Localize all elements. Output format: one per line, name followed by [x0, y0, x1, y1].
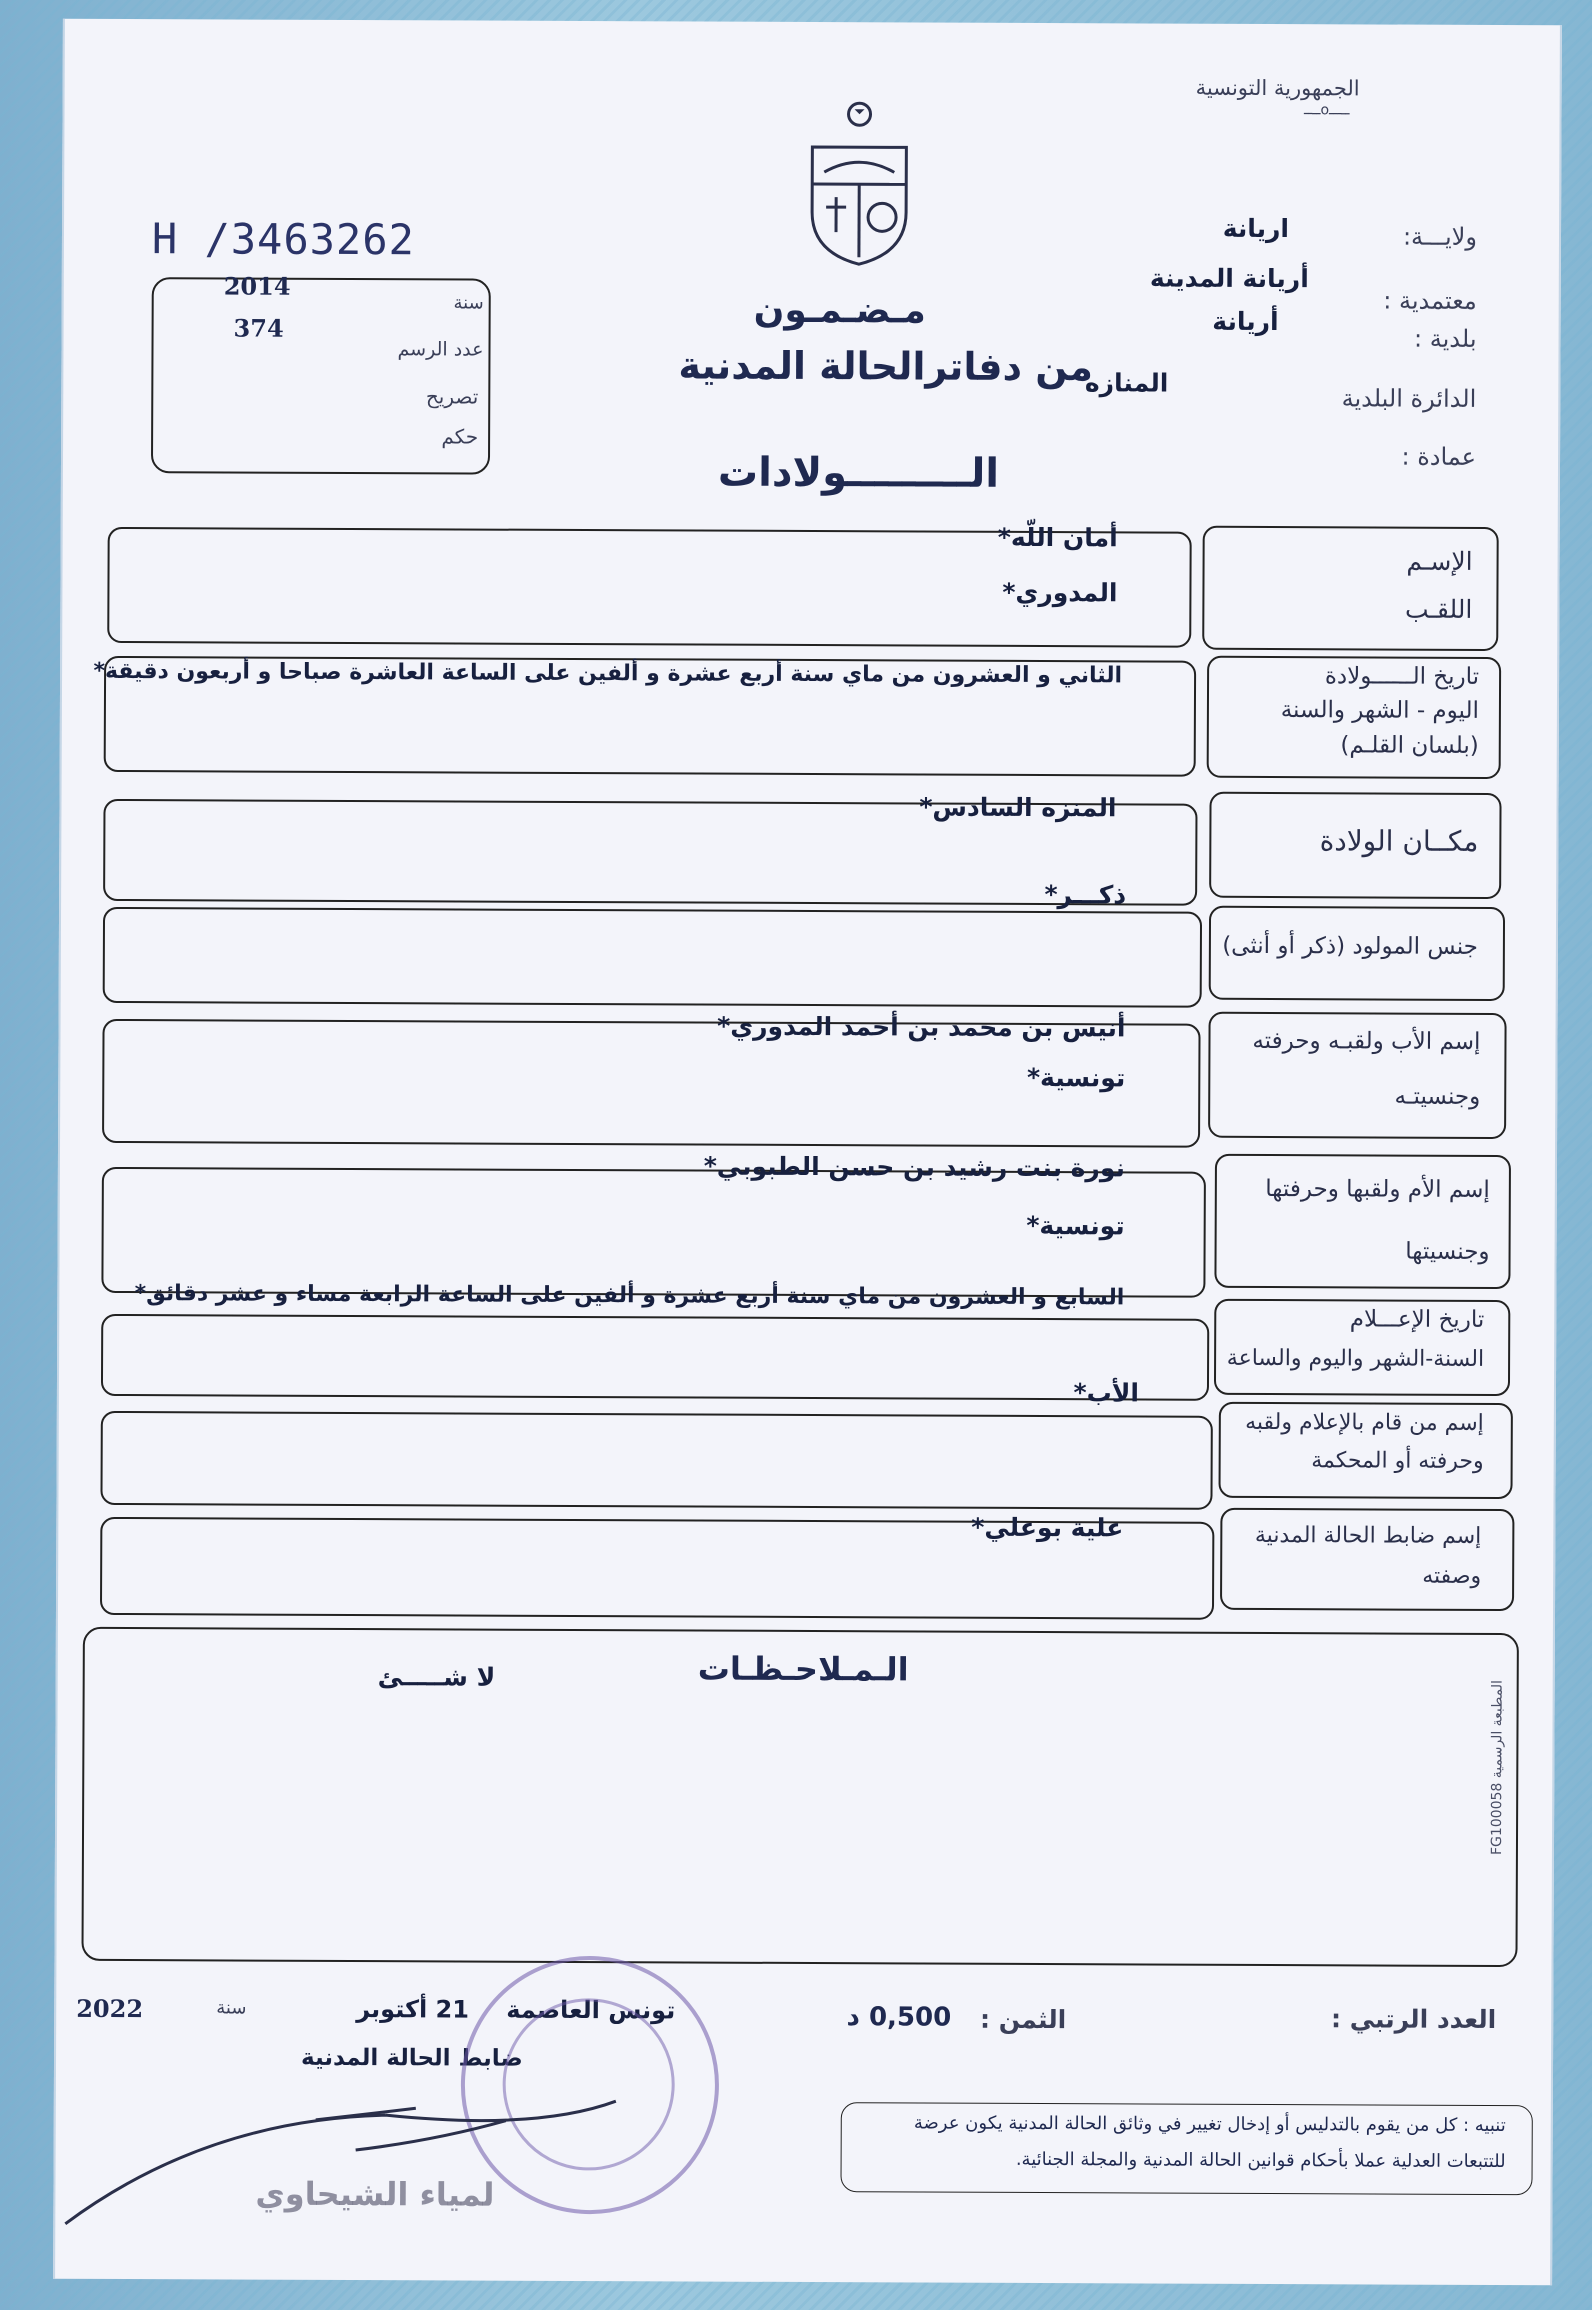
daira-label: الدائرة البلدية: [1341, 384, 1477, 413]
value-declaration-date: السابع و العشرون من ماي سنة أربع عشرة و ألفين على الساعة الرابعة مساء و عشر دقائق*: [134, 1281, 1125, 1311]
declaration-label: تصريح: [425, 384, 479, 409]
reg-value: 374: [233, 313, 284, 343]
row-value-box-declarant: [100, 1411, 1212, 1510]
serial-number: H /3463262: [151, 214, 415, 265]
mutamadiya-label: معتمدية :: [1383, 286, 1477, 315]
remarks-title: الـمـلاحـظـات: [697, 1649, 909, 1689]
year-value-footer: 2022: [76, 1993, 144, 2024]
value-sex: ذكـــر*: [1044, 880, 1127, 910]
wilaya-value: اريانة: [1222, 213, 1290, 244]
section-title: الـــــــــولادات: [717, 449, 1000, 497]
label-surname: اللقـب: [1404, 594, 1473, 624]
value-father-nationality: تونسية*: [1026, 1062, 1126, 1093]
label-mother: إسم الأم ولقبها وحرفتها: [1265, 1175, 1490, 1203]
label-birthplace: مكــان الولادة: [1319, 824, 1479, 858]
value-mother-nationality: تونسية*: [1026, 1210, 1125, 1241]
price-label: الثمن :: [980, 2004, 1067, 2035]
imada-label: عمادة :: [1401, 442, 1477, 471]
document-title-line1: مـضـمـون: [753, 289, 926, 332]
warning-line1: تنبيه : كل من يقوم بالتدليس أو إدخال تغيير في وثائق الحالة المدنية يكون عرضة: [913, 2112, 1506, 2137]
republic-title: الجمهورية التونسية: [1195, 75, 1360, 101]
row-value-box-declaration-date: [101, 1314, 1209, 1401]
value-father: أنيس بن محمد بن أحمد المدوري*: [717, 1011, 1126, 1043]
label-mother-nationality: وجنسيتها: [1405, 1238, 1490, 1265]
judgment-label: حكم: [441, 424, 479, 449]
wilaya-label: ولايـــة:: [1402, 222, 1478, 251]
year-value: 2014: [223, 271, 291, 301]
officer-name-stamp: لمياء الشيحاوي: [255, 2174, 495, 2214]
label-officer-sub: وصفته: [1422, 1563, 1482, 1589]
label-birthdate-sub: اليوم - الشهر والسنة: [1280, 697, 1479, 724]
civil-status-sheet: [53, 19, 1562, 2286]
date-value: 21 أكتوبر: [356, 1995, 470, 2024]
baladiya-value: أريانة: [1212, 306, 1279, 337]
serial-order-label: العدد الرتبي :: [1331, 2004, 1497, 2035]
value-officer: علية بوعلي*: [971, 1512, 1124, 1543]
label-declarant: إسم من قام بالإعلام ولقبه: [1245, 1409, 1484, 1436]
signature-icon: [55, 2059, 676, 2242]
label-declarant-sub: وحرفته أو المحكمة: [1311, 1448, 1484, 1474]
baladiya-label: بلدية :: [1414, 324, 1477, 353]
label-birthdate-note: (بلسان القلـم): [1340, 732, 1479, 759]
label-birthdate: تاريخ الــــــولادة: [1324, 663, 1480, 690]
daira-value: المنازه: [1084, 368, 1169, 398]
label-declaration-date: تاريخ الإعـــلام: [1349, 1306, 1485, 1333]
value-surname: المدوري*: [1002, 577, 1118, 608]
mutamadiya-value: أريانة المدينة: [1149, 263, 1309, 294]
place-value: تونس العاصمة: [506, 1995, 676, 2025]
value-first-name: أمان اللّه*: [997, 522, 1118, 553]
registration-box: [151, 277, 491, 474]
year-label: سنة: [453, 292, 484, 314]
republic-separator: ـــــoــــ: [1304, 102, 1350, 119]
row-value-box-sex: [103, 907, 1202, 1008]
coat-of-arms-icon: [804, 92, 915, 267]
value-birthplace: المنزه السادس*: [919, 792, 1117, 823]
officer-title: ضابط الحالة المدنية: [300, 2044, 523, 2072]
label-father-nationality: وجنسيتـه: [1394, 1083, 1481, 1110]
label-officer: إسم ضابط الحالة المدنية: [1254, 1522, 1482, 1549]
warning-line2: للتتبعات العدلية عملا بأحكام قوانين الحالة المدنية والمجلة الجنائية.: [1015, 2148, 1506, 2173]
remarks-value: لا شـــــئ: [377, 1662, 496, 1692]
value-declarant: الأب*: [1073, 1378, 1140, 1408]
reg-label: عدد الرسم: [397, 338, 484, 361]
label-first-name: الإسـم: [1406, 546, 1473, 576]
label-father: إسم الأب ولقبـه وحرفته: [1252, 1027, 1481, 1055]
label-declaration-date-sub: السنة-الشهر واليوم والساعة: [1226, 1345, 1485, 1372]
value-birthdate: الثاني و العشرون من ماي سنة أربع عشرة و ألفين على الساعة العاشرة صباحا و أربعون دقيقة*: [93, 658, 1123, 689]
price-value: 0,500 د: [846, 2002, 952, 2033]
label-sex: جنس المولود (ذكر أو أنثى): [1222, 932, 1478, 960]
value-mother: نورة بنت رشيد بن حسن الطبوبي*: [703, 1151, 1125, 1183]
year-label-footer: سنة: [216, 1997, 247, 2019]
printer-mark: المطبعة الرسمية FG100058: [1488, 1680, 1506, 1856]
document-title-line2: من دفاترالحالة المدنية: [678, 343, 1094, 390]
